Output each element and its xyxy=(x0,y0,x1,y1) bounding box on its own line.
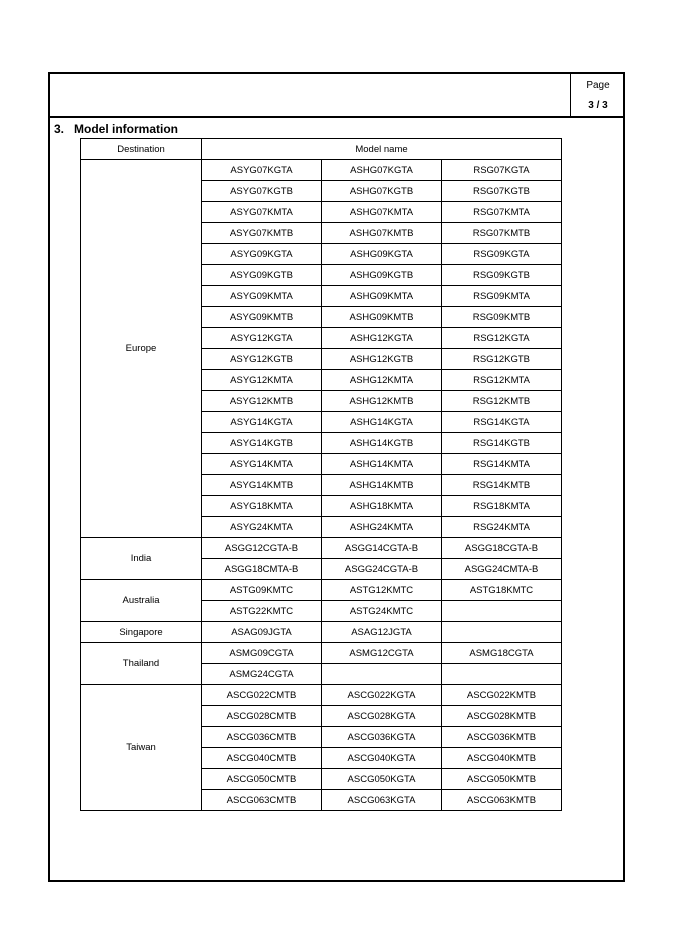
model-cell: ASYG09KGTB xyxy=(202,265,322,286)
model-cell xyxy=(442,664,562,685)
model-cell: RSG09KGTB xyxy=(442,265,562,286)
header-divider xyxy=(50,116,623,118)
model-cell: ASMG09CGTA xyxy=(202,643,322,664)
model-cell: ASGG24CGTA-B xyxy=(322,559,442,580)
model-cell: ASCG028KMTB xyxy=(442,706,562,727)
model-cell: RSG09KMTA xyxy=(442,286,562,307)
model-cell: ASYG07KGTA xyxy=(202,160,322,181)
model-cell: ASMG18CGTA xyxy=(442,643,562,664)
page-indicator xyxy=(570,74,625,116)
model-cell: ASYG12KMTA xyxy=(202,370,322,391)
model-cell: ASMG12CGTA xyxy=(322,643,442,664)
model-cell: ASCG036KMTB xyxy=(442,727,562,748)
model-cell: RSG12KGTB xyxy=(442,349,562,370)
model-cell: ASCG063KGTA xyxy=(322,790,442,811)
model-cell: ASCG050CMTB xyxy=(202,769,322,790)
table-row xyxy=(81,538,562,559)
model-cell: RSG18KMTA xyxy=(442,496,562,517)
page-label: Page xyxy=(586,80,610,91)
model-cell: ASCG040CMTB xyxy=(202,748,322,769)
model-cell: ASCG036CMTB xyxy=(202,727,322,748)
model-cell: RSG14KGTA xyxy=(442,412,562,433)
model-cell: ASYG09KMTB xyxy=(202,307,322,328)
model-cell: ASCG022KGTA xyxy=(322,685,442,706)
model-cell: ASYG12KMTB xyxy=(202,391,322,412)
model-cell: ASCG040KGTA xyxy=(322,748,442,769)
model-cell: ASYG07KMTA xyxy=(202,202,322,223)
model-cell: ASYG07KMTB xyxy=(202,223,322,244)
model-cell: ASYG14KGTB xyxy=(202,433,322,454)
destination-cell: Europe xyxy=(81,160,202,538)
table-row xyxy=(81,580,562,601)
model-cell: ASYG14KMTB xyxy=(202,475,322,496)
section-heading xyxy=(54,122,178,136)
model-cell: ASHG14KMTA xyxy=(322,454,442,475)
model-cell: RSG07KGTA xyxy=(442,160,562,181)
model-cell: RSG09KGTA xyxy=(442,244,562,265)
column-header-model-name: Model name xyxy=(202,139,562,160)
model-cell: ASHG09KMTA xyxy=(322,286,442,307)
table-row xyxy=(81,643,562,664)
model-cell: ASTG12KMTC xyxy=(322,580,442,601)
model-cell: ASYG14KMTA xyxy=(202,454,322,475)
model-cell: ASCG028KGTA xyxy=(322,706,442,727)
model-cell: RSG12KMTA xyxy=(442,370,562,391)
model-cell: RSG09KMTB xyxy=(442,307,562,328)
model-cell: ASHG18KMTA xyxy=(322,496,442,517)
model-cell: ASTG22KMTC xyxy=(202,601,322,622)
model-cell: ASHG07KMTA xyxy=(322,202,442,223)
model-cell: ASHG12KGTB xyxy=(322,349,442,370)
model-cell xyxy=(322,664,442,685)
model-cell: ASHG12KMTA xyxy=(322,370,442,391)
model-cell: ASGG12CGTA-B xyxy=(202,538,322,559)
model-cell: ASYG12KGTB xyxy=(202,349,322,370)
section-title: Model information xyxy=(74,122,178,136)
table-row xyxy=(81,160,562,181)
model-cell: ASTG09KMTC xyxy=(202,580,322,601)
model-cell: RSG07KMTA xyxy=(442,202,562,223)
model-cell: ASGG18CGTA-B xyxy=(442,538,562,559)
model-cell: ASGG14CGTA-B xyxy=(322,538,442,559)
model-cell: ASHG07KGTA xyxy=(322,160,442,181)
model-cell: ASCG028CMTB xyxy=(202,706,322,727)
model-cell: ASYG24KMTA xyxy=(202,517,322,538)
section-number: 3. xyxy=(54,122,65,136)
model-cell: ASGG18CMTA-B xyxy=(202,559,322,580)
table-header-row xyxy=(81,139,562,160)
model-cell: ASHG14KMTB xyxy=(322,475,442,496)
model-cell: RSG24KMTA xyxy=(442,517,562,538)
model-cell: ASYG14KGTA xyxy=(202,412,322,433)
destination-cell: Australia xyxy=(81,580,202,622)
table-row xyxy=(81,685,562,706)
model-cell: RSG14KMTA xyxy=(442,454,562,475)
model-cell: ASCG022CMTB xyxy=(202,685,322,706)
model-cell: ASCG063KMTB xyxy=(442,790,562,811)
model-cell: ASCG050KMTB xyxy=(442,769,562,790)
model-cell: ASMG24CGTA xyxy=(202,664,322,685)
model-cell: ASHG24KMTA xyxy=(322,517,442,538)
model-cell: ASHG09KMTB xyxy=(322,307,442,328)
destination-cell: Taiwan xyxy=(81,685,202,811)
page-number: 3 / 3 xyxy=(588,100,608,111)
model-cell: ASYG07KGTB xyxy=(202,181,322,202)
model-cell xyxy=(442,622,562,643)
model-cell: ASGG24CMTA-B xyxy=(442,559,562,580)
model-cell: ASHG07KMTB xyxy=(322,223,442,244)
model-cell: ASYG12KGTA xyxy=(202,328,322,349)
model-cell: ASCG063CMTB xyxy=(202,790,322,811)
table-row xyxy=(81,622,562,643)
model-cell: ASCG050KGTA xyxy=(322,769,442,790)
model-cell: ASCG040KMTB xyxy=(442,748,562,769)
column-header-destination: Destination xyxy=(81,139,202,160)
model-cell: ASAG09JGTA xyxy=(202,622,322,643)
model-cell: ASHG14KGTA xyxy=(322,412,442,433)
model-cell: ASHG12KGTA xyxy=(322,328,442,349)
table-body xyxy=(81,160,562,811)
model-cell: RSG12KMTB xyxy=(442,391,562,412)
model-cell: ASHG14KGTB xyxy=(322,433,442,454)
model-cell: ASTG18KMTC xyxy=(442,580,562,601)
model-cell: ASTG24KMTC xyxy=(322,601,442,622)
model-cell: RSG12KGTA xyxy=(442,328,562,349)
model-cell: RSG14KGTB xyxy=(442,433,562,454)
model-cell xyxy=(442,601,562,622)
model-cell: ASHG09KGTB xyxy=(322,265,442,286)
document-frame xyxy=(48,72,625,882)
model-table xyxy=(80,138,562,811)
model-cell: ASHG07KGTB xyxy=(322,181,442,202)
model-cell: ASCG036KGTA xyxy=(322,727,442,748)
destination-cell: India xyxy=(81,538,202,580)
model-cell: RSG07KGTB xyxy=(442,181,562,202)
model-cell: RSG07KMTB xyxy=(442,223,562,244)
model-cell: ASAG12JGTA xyxy=(322,622,442,643)
model-cell: ASCG022KMTB xyxy=(442,685,562,706)
destination-cell: Thailand xyxy=(81,643,202,685)
model-cell: ASHG12KMTB xyxy=(322,391,442,412)
model-cell: ASYG18KMTA xyxy=(202,496,322,517)
destination-cell: Singapore xyxy=(81,622,202,643)
model-cell: ASHG09KGTA xyxy=(322,244,442,265)
model-cell: ASYG09KMTA xyxy=(202,286,322,307)
model-cell: ASYG09KGTA xyxy=(202,244,322,265)
model-cell: RSG14KMTB xyxy=(442,475,562,496)
